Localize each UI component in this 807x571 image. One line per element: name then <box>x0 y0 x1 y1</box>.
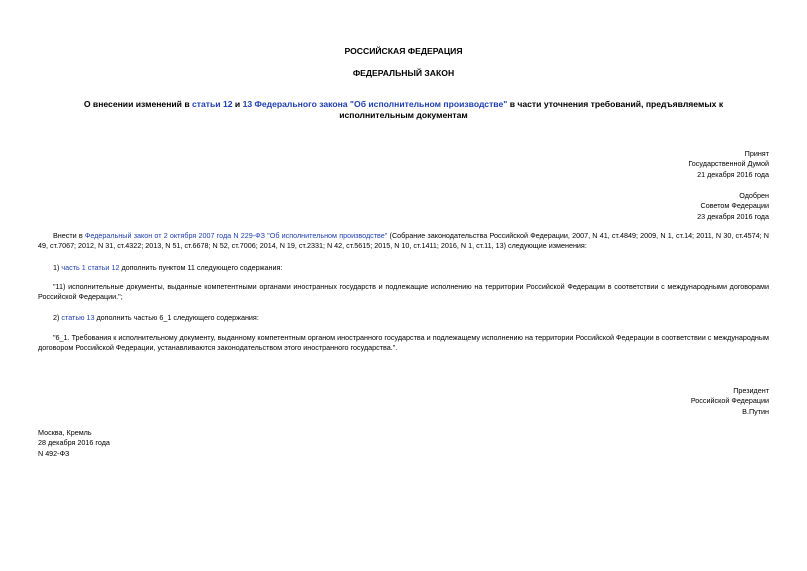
p2-text-pre: 1) <box>53 263 62 272</box>
p4-text-post: дополнить частью 6_1 следующего содержания: <box>94 313 259 322</box>
signature-line-2: Российской Федерации <box>690 396 769 406</box>
header-doc-type: ФЕДЕРАЛЬНЫЙ ЗАКОН <box>352 68 455 78</box>
place-line-1: Москва, Кремль <box>38 428 92 437</box>
approved-block <box>697 191 769 222</box>
signature-line-3: В.Путин <box>742 406 769 416</box>
approved-line-3: 23 декабря 2016 года <box>697 211 769 221</box>
signature-line-1: Президент <box>733 386 769 395</box>
law-title <box>70 99 737 121</box>
header-country: РОССИЙСКАЯ ФЕДЕРАЦИЯ <box>344 46 463 56</box>
p4-link-article-13[interactable]: статью 13 <box>61 313 95 322</box>
p1-text-post: (Собрание законодательства Российской Федерации, 2007, N 41, ст.4849; 2009, N 1, ст.14; 2011, N 30, ст.4574; N 49, ст.7067; 2012, N 31, ст.4322; 2013, N 51, ст.6678; N 52, ст.7006; 2014, N 19, ст.2331; N 42, ст.5615; 2015, N 10, ст.1411; 2016, N 1, ст.11, 13) следующие изменения: <box>38 231 770 251</box>
place-line-2: 28 декабря 2016 года <box>38 438 110 448</box>
paragraph-item-2 <box>38 313 769 323</box>
title-link-article-13-law[interactable]: 13 Федерального закона "Об исполнительном производстве" <box>242 99 508 109</box>
p4-text-pre: 2) <box>53 313 62 322</box>
title-text-3: в части уточнения требований, предъявляемых к исполнительным документам <box>339 99 724 120</box>
approved-line-2: Советом Федерации <box>700 201 769 211</box>
paragraph-quote-11: "11) исполнительные документы, выданные компетентными органами иностранных государств и подлежащие исполнению на территории Российской Федерации в соответствии с международными договорами Российской Федерации."; <box>38 282 769 302</box>
title-link-article-12[interactable]: статьи 12 <box>192 99 233 109</box>
p2-text-post: дополнить пунктом 11 следующего содержания: <box>119 263 283 272</box>
title-text-2: и <box>232 99 243 109</box>
paragraph-intro <box>38 231 769 252</box>
title-text-1: О внесении изменений в <box>83 99 193 109</box>
adopted-line-3: 21 декабря 2016 года <box>697 169 769 179</box>
signature-block <box>691 386 769 417</box>
adopted-line-1: Принят <box>744 149 769 158</box>
adopted-line-2: Государственной Думой <box>688 159 769 169</box>
paragraph-item-1 <box>38 263 769 273</box>
place-line-3: N 492-ФЗ <box>38 448 70 458</box>
approved-line-1: Одобрен <box>739 191 769 200</box>
p1-text-pre: Внести в <box>53 231 85 240</box>
adopted-block <box>688 149 769 180</box>
paragraph-quote-6-1: "6_1. Требования к исполнительному документу, выданному компетентным органом иностранного государства и подлежащему исполнению на территории Российской Федерации в соответствии с международным договором Российской Федерации, устанавливаются законодательством этого иностранного государства.". <box>38 333 769 353</box>
p2-link-part-1-article-12[interactable]: часть 1 статьи 12 <box>61 263 120 272</box>
place-date-block <box>38 428 110 459</box>
p1-link-federal-law[interactable]: Федеральный закон от 2 октября 2007 года N 229-ФЗ "Об исполнительном производстве" <box>84 231 388 240</box>
